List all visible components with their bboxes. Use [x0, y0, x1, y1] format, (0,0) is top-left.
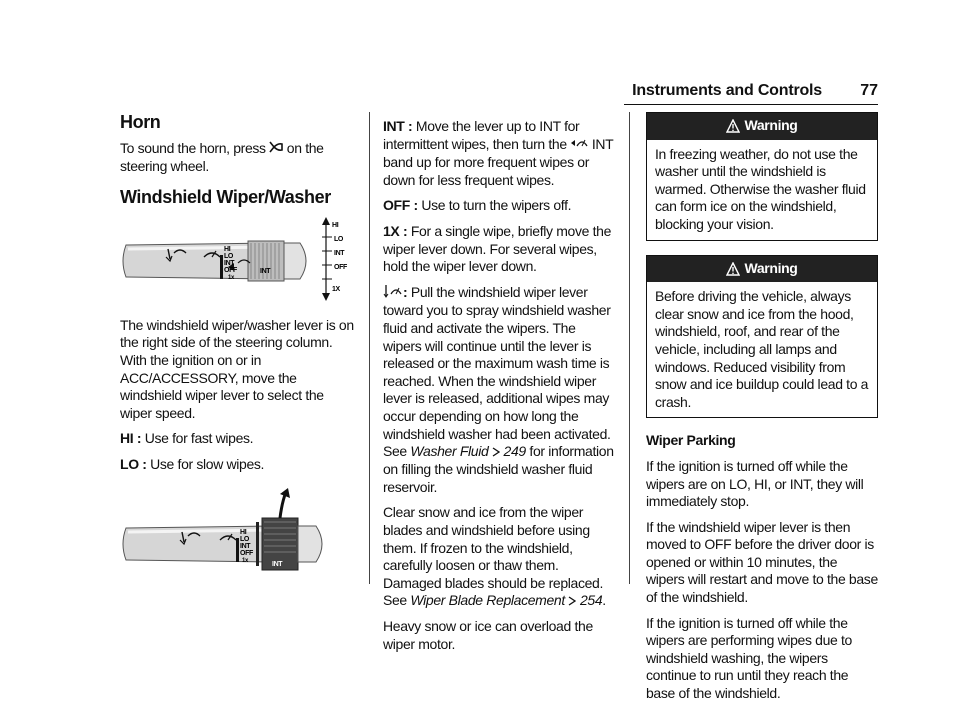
band-int-label: INT: [260, 267, 271, 275]
washer-icon: [383, 284, 403, 303]
lever-int-label: INT: [224, 259, 235, 267]
header-rule: [624, 104, 878, 105]
hi-paragraph: HI : Use for fast wipes.: [120, 430, 254, 447]
figure2-off-label: OFF: [240, 549, 253, 557]
figure2-hi-label: HI: [240, 528, 247, 536]
page-ref-icon: [568, 593, 576, 611]
wiper-lever-illustration: [120, 215, 352, 305]
warning-box-2: [646, 255, 878, 419]
lever-1x-label: 1x: [228, 274, 234, 281]
warning-box-1: [646, 112, 878, 241]
horn-heading: Horn: [120, 112, 161, 132]
figure2-band-int-label: INT: [272, 560, 283, 568]
wiper-icon: [570, 136, 588, 155]
off-paragraph: OFF : Use to turn the wipers off.: [383, 197, 572, 214]
warning-text-1: In freezing weather, do not use the washer until the windshield is warmed. Otherwise the washer fluid can form ice on the windshield, blocking your vision.: [655, 145, 866, 232]
heavy-snow-paragraph: Heavy snow or ice can overload the wiper motor.: [383, 618, 593, 653]
figure1-off-label: OFF: [334, 263, 347, 271]
lever-lo-label: LO: [224, 252, 234, 260]
wiper-parking-heading: Wiper Parking: [646, 432, 736, 449]
lever-off-label: OFF: [224, 266, 237, 274]
warning-header-2: Warning: [647, 256, 877, 283]
page-number: 77: [860, 82, 878, 99]
intro-paragraph: The windshield wiper/washer lever is on the right side of the steering column. With the ignition on or in ACC/ACCESSORY, move the windshield wiper lever to select the wiper speed.: [120, 316, 354, 421]
warning-text-2: Before driving the vehicle, always clear snow and ice from the hood, windshield, roof, and rear of the vehicle, including all lamps and windows. Reduced visibility from snow and ice buildup could lead to a crash.: [655, 288, 869, 410]
figure1-int-label: INT: [334, 249, 345, 257]
wiper-blade-replacement-link[interactable]: Wiper Blade Replacement: [410, 592, 565, 609]
parking-paragraph-3: If the ignition is turned off while the wipers are performing wipes due to windshield washing, the wipers continue to run until they reach the base of the windshield.: [646, 614, 852, 702]
wiper-lever-illustration-2: [120, 488, 352, 584]
int-paragraph: INT : Move the lever up to INT for intermittent wipes, then turn the INT band up for more frequent wipes or down for less frequent wipes.: [383, 118, 614, 188]
parking-paragraph-2: If the windshield wiper lever is then moved to OFF before the driver door is opened or within 10 minutes, the wipers will restart and move to the base of the windshield.: [646, 518, 878, 606]
page-ref-icon: [492, 444, 500, 462]
section-title: Instruments and Controls: [632, 82, 822, 99]
column-divider-1: [369, 112, 370, 584]
figure1-1x-label: 1X: [332, 285, 340, 293]
figure2-lo-label: LO: [240, 535, 250, 543]
parking-paragraph-1: If the ignition is turned off while the wipers are on LO, HI, or INT, they will immediately stop.: [646, 457, 864, 510]
horn-paragraph: To sound the horn, press on the steering wheel.: [120, 139, 324, 174]
warning-header-1: Warning: [647, 113, 877, 140]
clear-paragraph: Clear snow and ice from the wiper blades and windshield before using them. If frozen to the windshield, carefully loosen or thaw them. Damaged blades should be replaced. See Wiper Blade Replacement 254.: [383, 504, 615, 610]
wiper-heading: Windshield Wiper/Washer: [120, 187, 331, 208]
wiper-lever-figure-2: [120, 488, 352, 584]
horn-icon: [269, 140, 283, 158]
lo-paragraph: LO : Use for slow wipes.: [120, 456, 265, 473]
figure2-1x-label: 1x: [242, 557, 248, 564]
column-2: [383, 118, 615, 662]
column-divider-2: [629, 112, 630, 584]
washer-paragraph: : Pull the windshield wiper lever toward you to spray windshield washer fluid and activate the wipers. The wipers will continue until the lever is released or the maximum wash time is reached. When the windshield wiper lever is released, additional wipes may occur depending on how long the windshield washer had been activated. See Washer Fluid 249 for information on filling the windshield washer fluid reservoir.: [383, 283, 614, 495]
figure2-int-label: INT: [240, 542, 251, 550]
page-header: [612, 82, 878, 104]
lever-hi-label: HI: [224, 245, 231, 253]
wiper-lever-figure-1: [120, 215, 352, 305]
column-1: [120, 110, 356, 596]
figure1-hi-label: HI: [332, 221, 339, 229]
onex-paragraph: 1X : For a single wipe, briefly move the wiper lever down. For several wipes, hold the wiper lever down.: [383, 222, 612, 275]
figure1-lo-label: LO: [334, 235, 344, 243]
warning-triangle-icon: [726, 262, 740, 276]
column-3: [646, 112, 878, 711]
washer-fluid-link[interactable]: Washer Fluid: [410, 443, 489, 460]
warning-triangle-icon: [726, 119, 740, 133]
